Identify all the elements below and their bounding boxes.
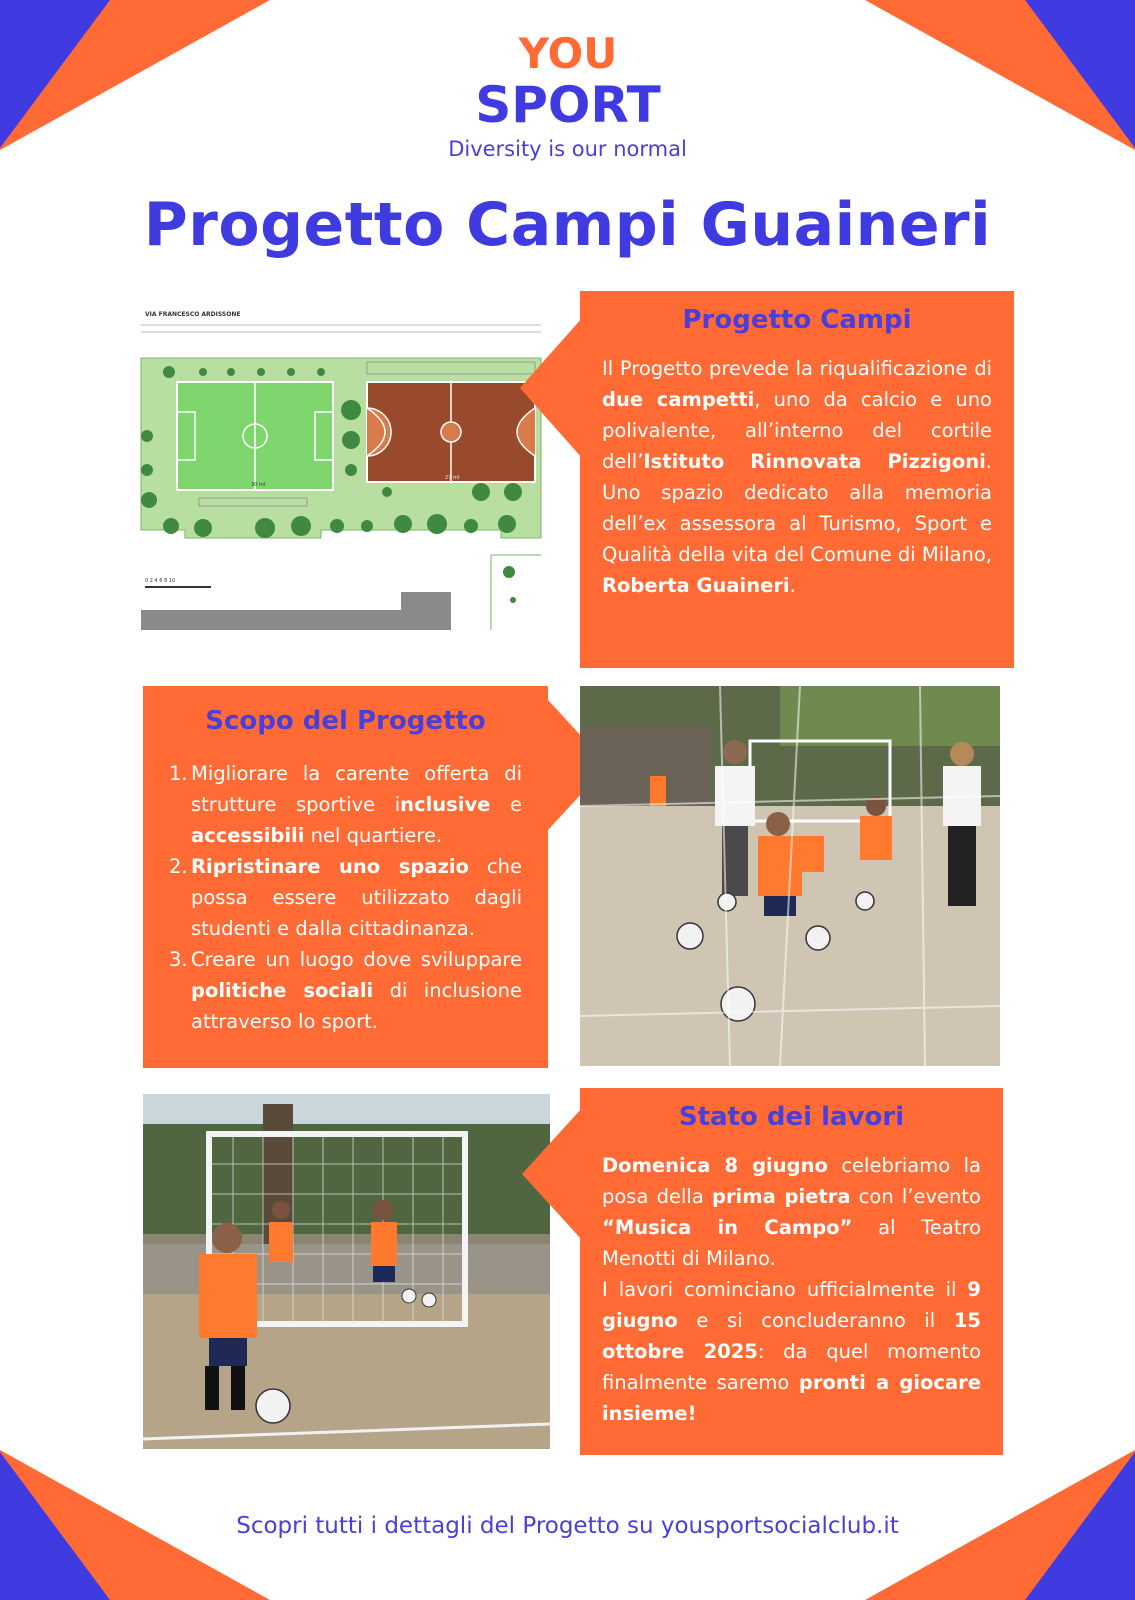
yousport-logo: [0, 26, 1135, 134]
project-fields-card: [580, 291, 1014, 668]
card-pointer-left: [520, 318, 582, 458]
goal-item-3: 3. Creare un luogo dove sviluppare politiche sociali di inclusione attraverso lo sport.: [169, 948, 522, 1033]
works-status-text-2: I lavori cominciano ufficialmente il 9 giugno e si concluderanno il 15 ottobre 2025: da quel momento finalmente saremo pronti a giocare insieme!: [602, 1278, 981, 1425]
works-status-heading: Stato dei lavori: [678, 1102, 905, 1132]
tagline: Diversity is our normal: [448, 137, 687, 161]
page-title: Progetto Campi Guaineri: [143, 190, 992, 260]
logo-bottom-text: SPORT: [474, 76, 661, 134]
card-pointer-left-2: [522, 1108, 582, 1240]
scale-label: 0 2 4 6 8 10: [145, 578, 176, 584]
goal-item-2: 2. Ripristinare uno spazio che possa essere utilizzato dagli studenti e dalla cittadinanza.: [169, 855, 522, 940]
footer-link-text: Scopri tutti i dettagli del Progetto su yousportsocialclub.it: [236, 1513, 899, 1539]
project-goals-card: [143, 686, 548, 1068]
works-status-text-1: Domenica 8 giugno celebriamo la posa della prima pietra con l’evento “Musica in Campo” al Teatro Menotti di Milano.: [602, 1154, 981, 1270]
project-fields-heading: Progetto Campi: [682, 305, 912, 335]
goal-photo: [143, 1094, 550, 1449]
training-photo: [580, 686, 1000, 1066]
goal-item-1: 1. Migliorare la carente offerta di strutture sportive inclusive e accessibili nel quartiere.: [169, 762, 522, 847]
street-label: VIA FRANCESCO ARDISSONE: [145, 311, 241, 318]
project-goals-heading: Scopo del Progetto: [205, 706, 486, 736]
site-plan-image: [141, 300, 541, 650]
field-a-label: 30 ml: [251, 482, 266, 488]
project-goals-list: [169, 758, 522, 1037]
field-b-label: 27 ml: [445, 475, 460, 481]
logo-top-text: YOU: [518, 29, 617, 78]
works-status-card: [580, 1088, 1003, 1455]
project-fields-text: Il Progetto prevede la riqualificazione di due campetti, uno da calcio e uno polivalente, all’interno del cortile dell’Istituto Rinnovata Pizzigoni. Uno spazio dedicato alla memoria dell’ex assessora al Turismo, Sport e Qualità della vita del Comune di Milano, Roberta Guaineri.: [602, 357, 992, 597]
